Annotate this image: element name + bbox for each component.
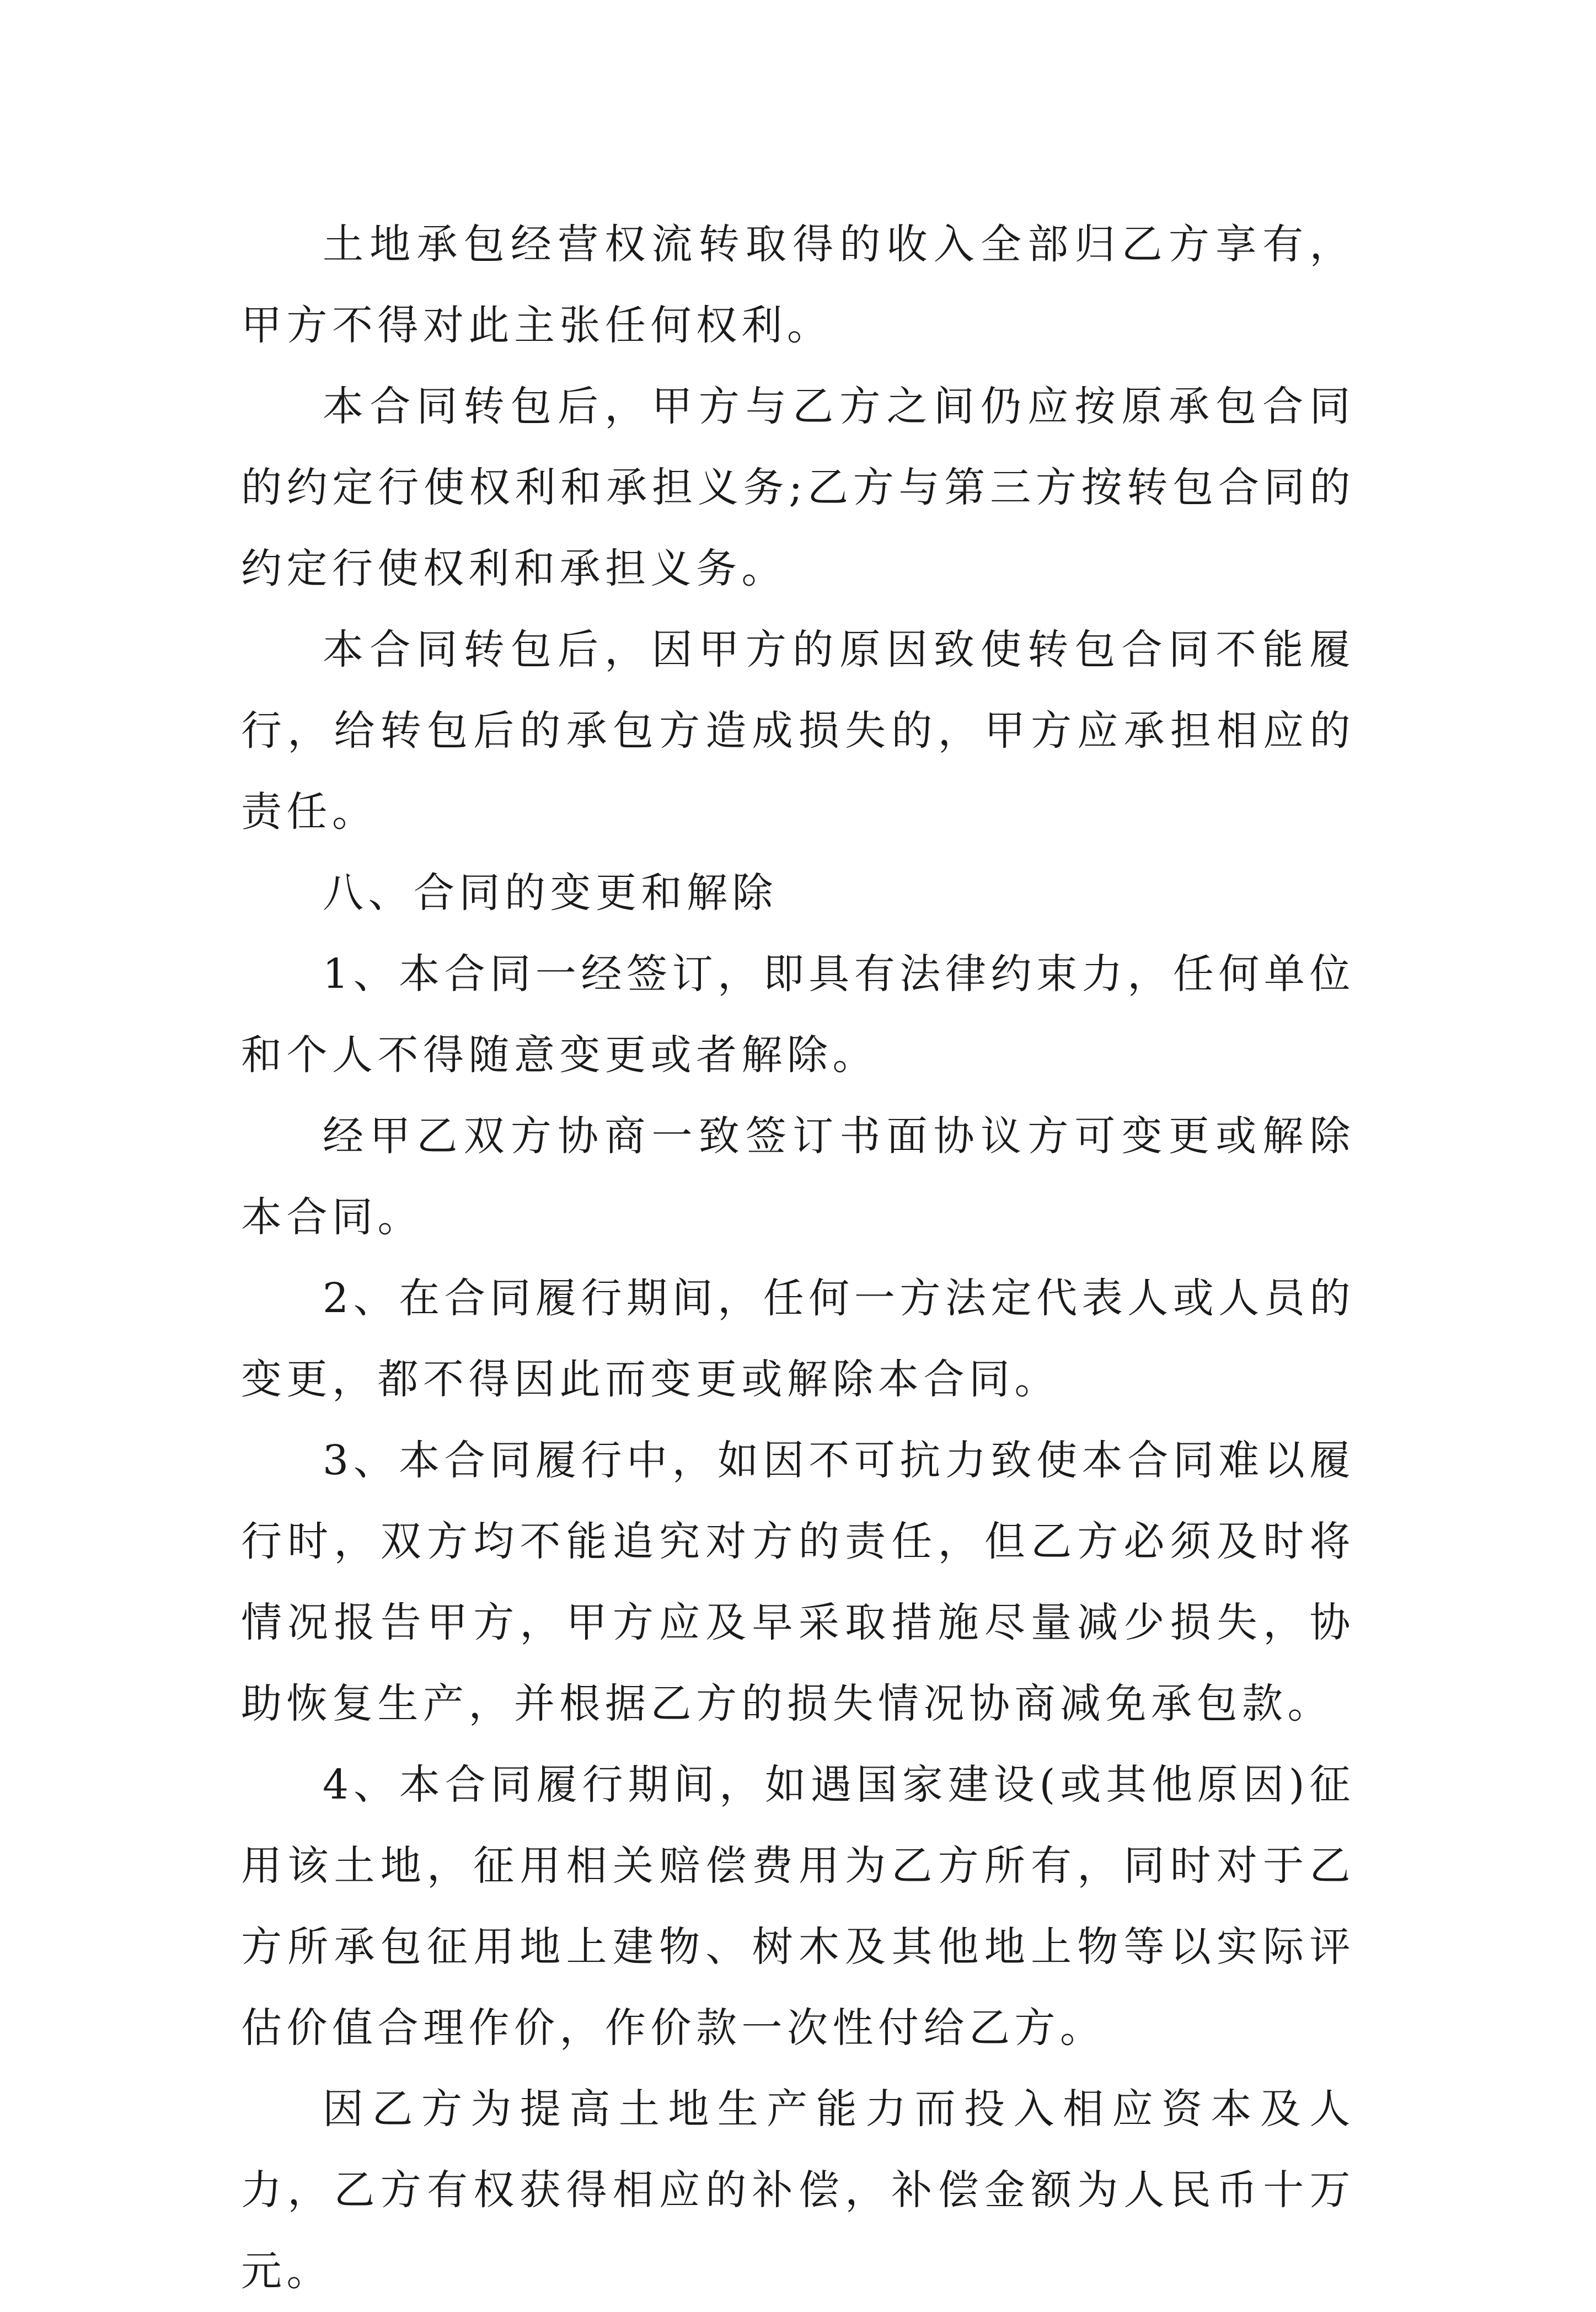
clause-4-expropriation: 4、本合同履行期间，如遇国家建设(或其他原因)征用该土地，征用相关赔偿费用为乙方所有，同时对于乙方所承包征用地上建物、树木及其他地上物等以实际评估价值合理作价，作价款一次性付给乙方。 [241, 1761, 1355, 2052]
paragraph-investment-compensation: 因乙方为提高土地生产能力而投入相应资本及人力，乙方有权获得相应的补偿，补偿金额为人民币十万元。 [241, 2085, 1355, 2295]
clause-1-binding-force: 1、本合同一经签订，即具有法律约束力，任何单位和个人不得随意变更或者解除。 [241, 950, 1355, 1079]
paragraph-income-rights: 土地承包经营权流转取得的收入全部归乙方享有，甲方不得对此主张任何权利。 [241, 221, 1355, 349]
paragraph-mutual-agreement: 经甲乙双方协商一致签订书面协议方可变更或解除本合同。 [241, 1112, 1355, 1241]
document-body [241, 204, 1355, 2312]
clause-2-personnel-change: 2、在合同履行期间，任何一方法定代表人或人员的变更，都不得因此而变更或解除本合同。 [241, 1275, 1355, 1403]
clause-3-force-majeure: 3、本合同履行中，如因不可抗力致使本合同难以履行时，双方均不能追究对方的责任，但乙方必须及时将情况报告甲方，甲方应及早采取措施尽量减少损失，协助恢复生产，并根据乙方的损失情况协商减免承包款。 [241, 1437, 1355, 1727]
paragraph-subcontract-liability: 本合同转包后，因甲方的原因致使转包合同不能履行，给转包后的承包方造成损失的，甲方应承担相应的责任。 [241, 626, 1355, 836]
paragraph-subcontract-obligations: 本合同转包后，甲方与乙方之间仍应按原承包合同的约定行使权利和承担义务;乙方与第三方按转包合同的约定行使权利和承担义务。 [241, 383, 1355, 592]
section-heading-change-termination: 八、合同的变更和解除 [323, 869, 778, 917]
